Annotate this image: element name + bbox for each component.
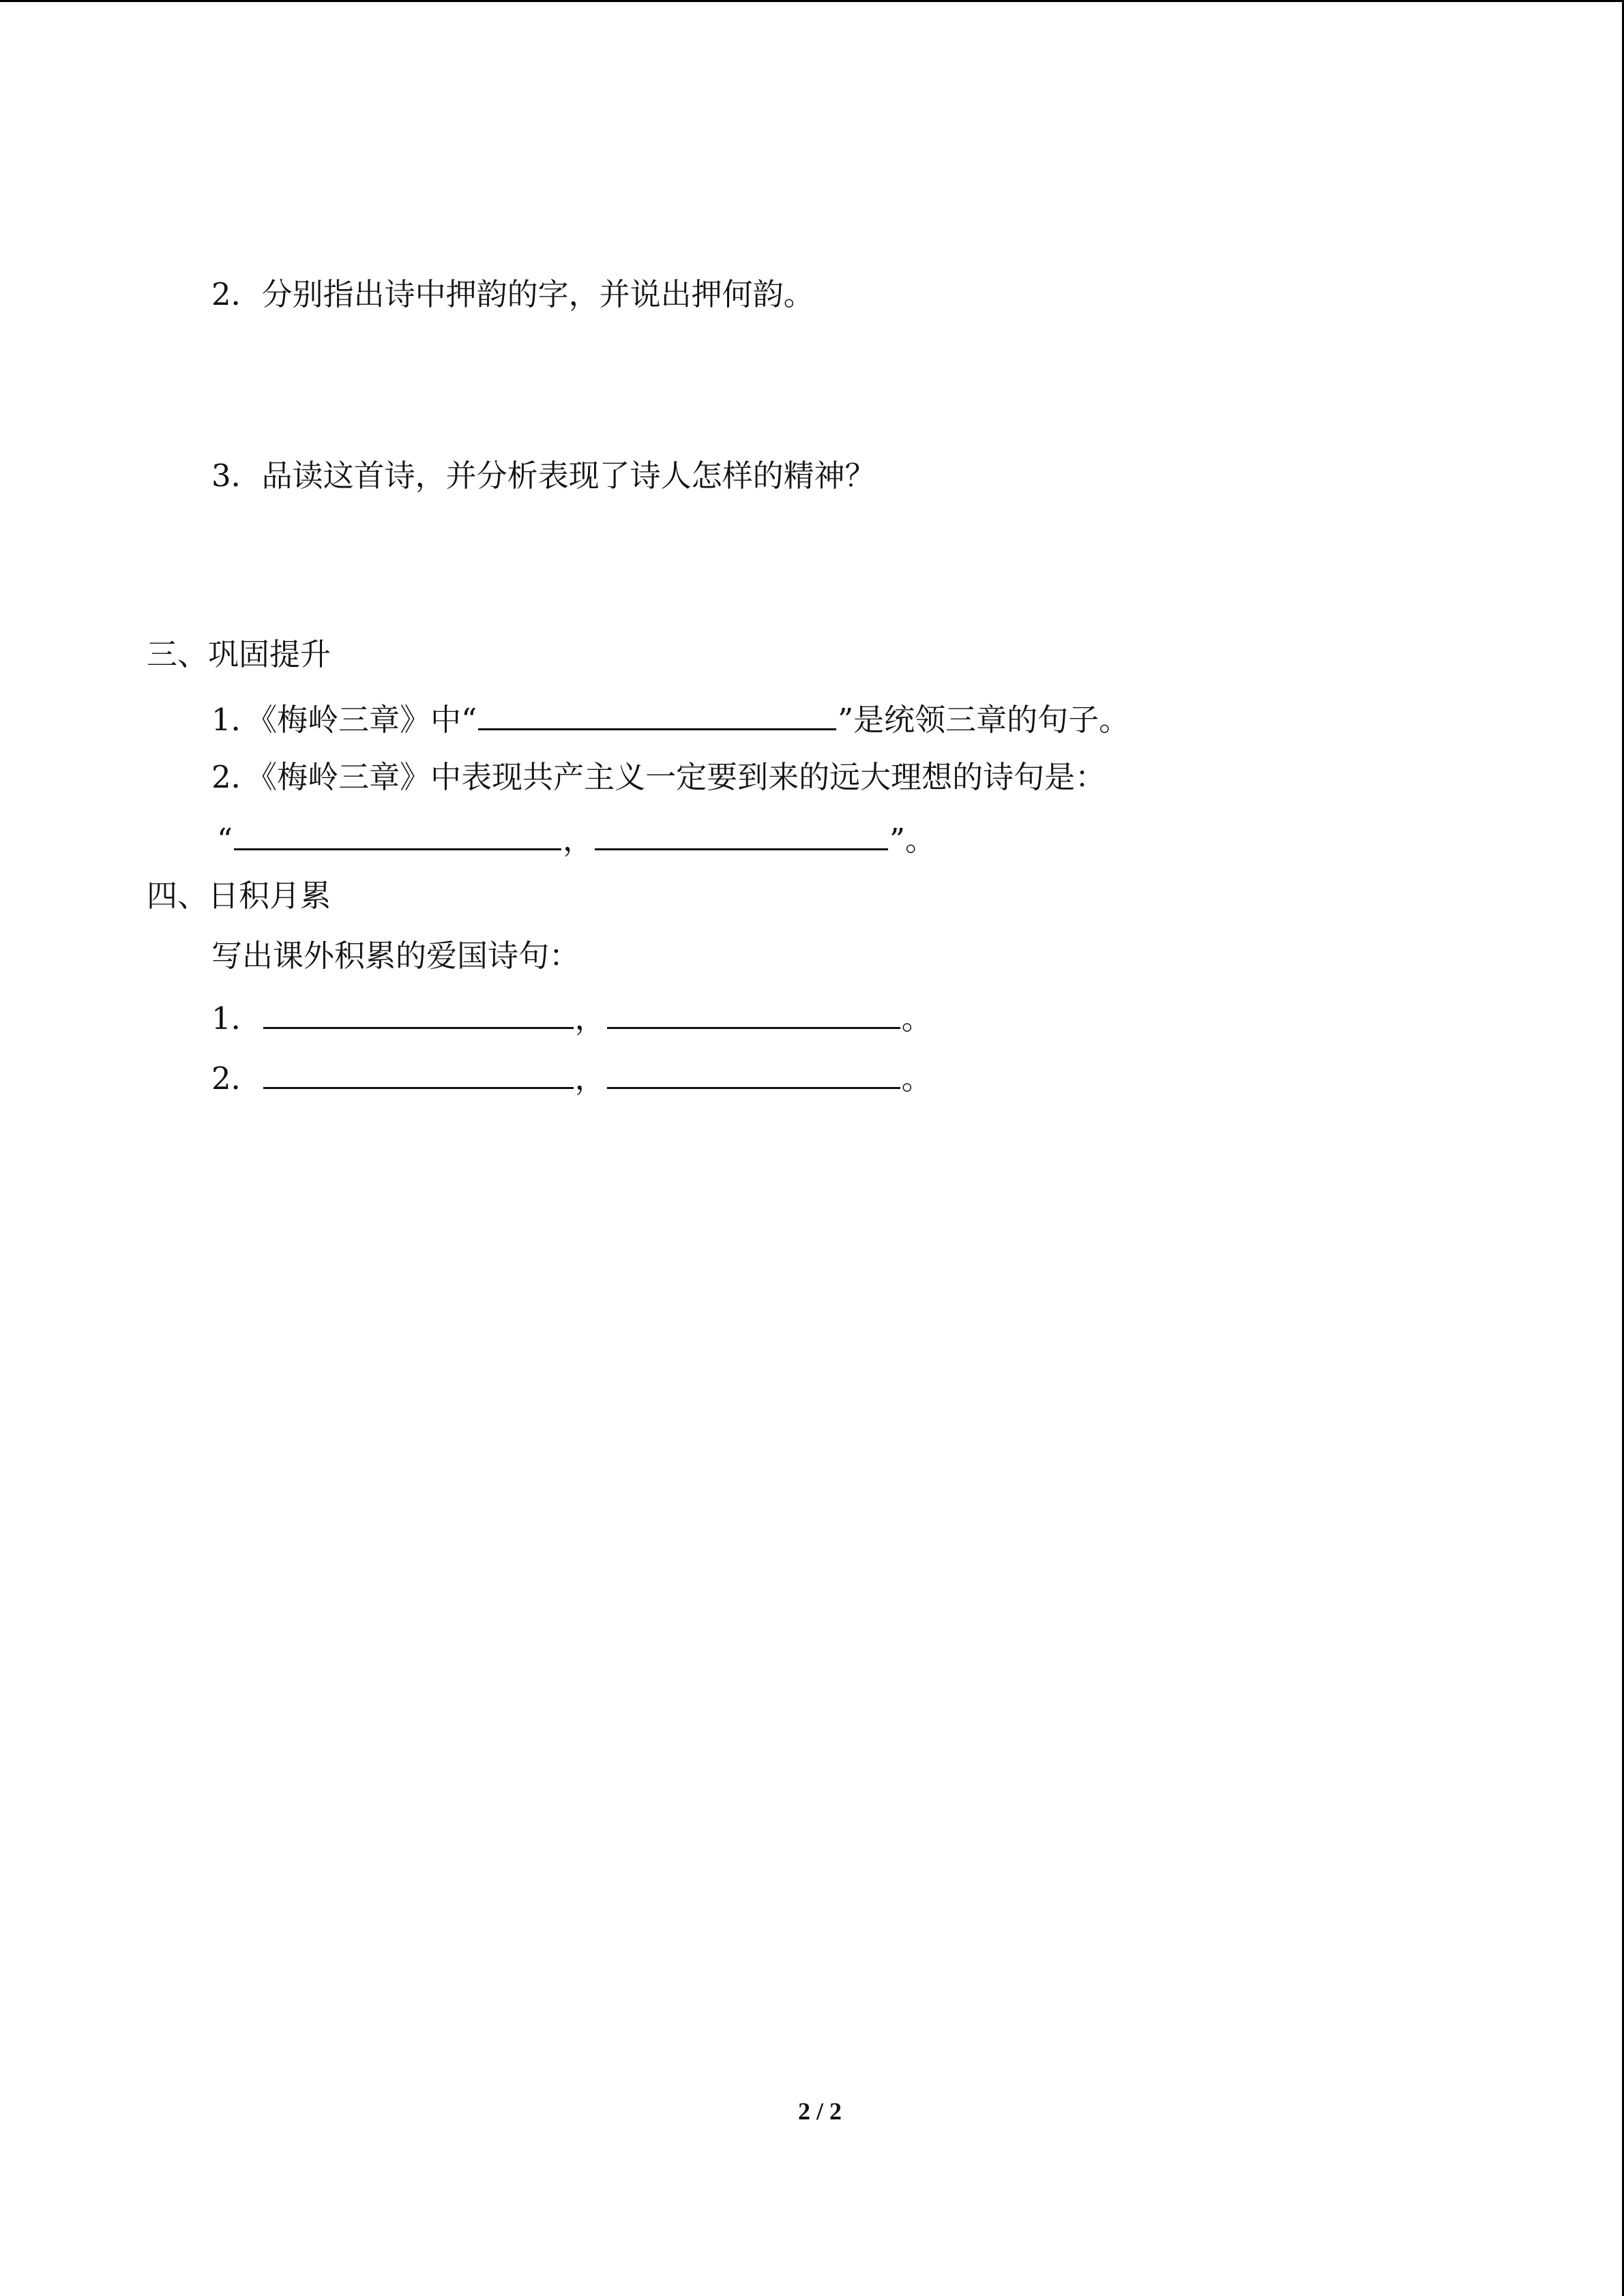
- item-1-blank-1[interactable]: [263, 996, 574, 1029]
- page-number: 2 / 2: [798, 2098, 842, 2125]
- section-3-question-2-answer: [217, 817, 936, 861]
- item-1-comma: ，: [574, 1000, 606, 1037]
- q2-close: ”。: [889, 822, 936, 858]
- item-2-end: 。: [901, 1060, 932, 1097]
- q1-prefix: 1．《梅岭三章》中“: [211, 702, 477, 738]
- item-1-blank-2[interactable]: [607, 996, 900, 1029]
- section-3-question-2: 2．《梅岭三章》中表现共产主义一定要到来的远大理想的诗句是：: [211, 759, 1106, 795]
- section-4-instruction: 写出课外积累的爱国诗句：: [211, 938, 580, 974]
- item-2-blank-2[interactable]: [607, 1056, 900, 1089]
- item-2-blank-1[interactable]: [263, 1056, 574, 1089]
- item-1-end: 。: [901, 1000, 932, 1037]
- q2-open-quote: “: [217, 822, 233, 858]
- section-4-item-2: [211, 1056, 932, 1099]
- q1-suffix: ”是统领三章的句子。: [838, 702, 1130, 738]
- section-4-item-1: [211, 996, 932, 1039]
- item-2-comma: ，: [574, 1060, 606, 1097]
- page-top-border: [0, 0, 1624, 2]
- section-3-question-1: [211, 697, 1130, 741]
- item-1-number: 1．: [211, 1000, 262, 1037]
- section-4-heading: 四、日积月累: [147, 878, 331, 914]
- question-3-spirit: 3．品读这首诗，并分析表现了诗人怎样的精神？: [211, 458, 876, 494]
- section-3-heading: 三、巩固提升: [147, 636, 331, 672]
- q2-answer-blank-2[interactable]: [595, 817, 888, 850]
- question-2-rhyme: 2．分别指出诗中押韵的字，并说出押何韵。: [211, 276, 814, 312]
- q2-comma: ，: [563, 822, 594, 858]
- q1-answer-blank[interactable]: [478, 697, 836, 730]
- item-2-number: 2．: [211, 1060, 262, 1097]
- q2-answer-blank-1[interactable]: [234, 817, 561, 850]
